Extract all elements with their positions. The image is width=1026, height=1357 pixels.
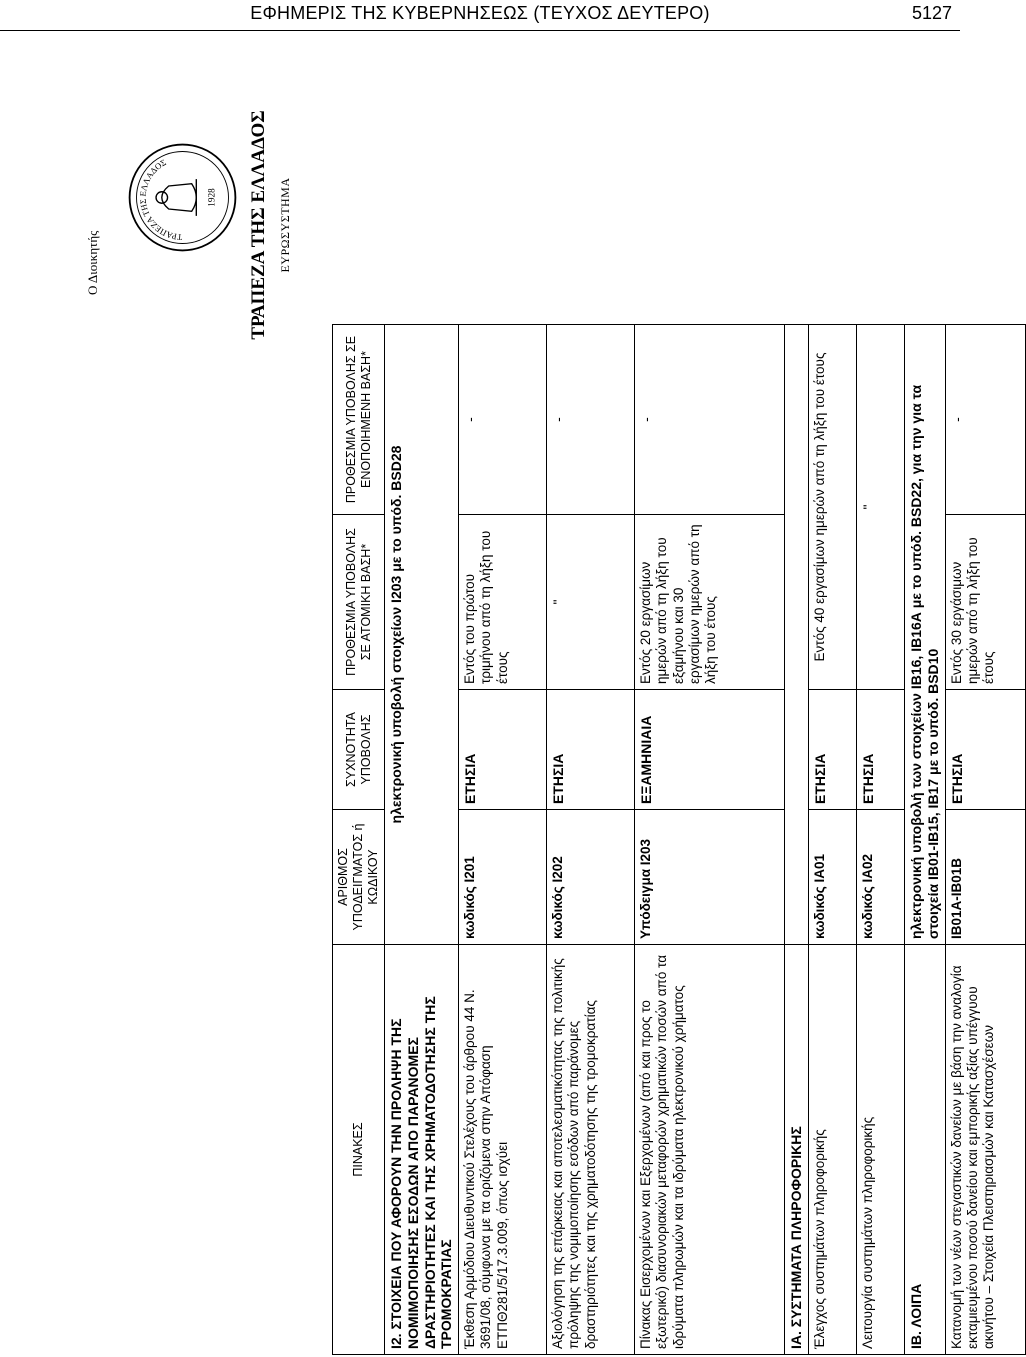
bank-name: ΤΡΑΠΕΖΑ ΤΗΣ ΕΛΛΑΔΟΣ (248, 110, 269, 340)
row-frequency: ΕΤΗΣΙΑ (945, 690, 1025, 810)
row-code: ΙΒ01Α-ΙΒ01Β (945, 810, 1025, 945)
table-row (808, 325, 856, 1355)
table-row (547, 325, 635, 1355)
row-deadline-consolidated: - (459, 325, 547, 515)
row-frequency: ΕΞΑΜΗΝΙΑΙΑ (635, 690, 785, 810)
row-deadline-consolidated: - (945, 325, 1025, 515)
row-description: Έλεγχος συστημάτων πληροφορικής (808, 945, 856, 1355)
table-row (459, 325, 547, 1355)
row-deadline-individual: Εντός του πρώτου τριμήνου από τη λήξη του έτους (459, 515, 547, 690)
row-deadline-consolidated: - (547, 325, 635, 515)
row-deadline-consolidated: - (635, 325, 785, 515)
governor-label: Ο Διοικητής (85, 230, 100, 295)
seal-text: ΤΡΑΠΕΖΑ ΤΗΣ ΕΛΛΑΔΟΣ (137, 157, 183, 243)
col-header-code: ΑΡΙΘΜΟΣ ΥΠΟΔΕΙΓΜΑΤΟΣ ή ΚΩΔΙΚΟΥ (333, 810, 385, 945)
section-row-ia (785, 325, 809, 1355)
col-header-deadline-consolidated: ΠΡΟΘΕΣΜΙΑ ΥΠΟΒΟΛΗΣ ΣΕ ΕΝΟΠΟΙΗΜΕΝΗ ΒΑΣΗ* (333, 325, 385, 515)
row-description: Λειτουργία συστημάτων πληροφορικής (856, 945, 904, 1355)
rotated-page (70, 65, 996, 1355)
row-description: Πίνακας Εισερχομένων και Εξερχομένων (από και προς το εξωτερικό) διασυνοριακών μεταφορών χρηματικών ποσών από τα ιδρύματα πληρωμών και τα ιδρύματα ηλεκτρονικού χρήματος (635, 945, 785, 1355)
row-code: κωδικός ΙΑ01 (808, 810, 856, 945)
section-note-ia (785, 325, 809, 945)
reporting-table (332, 324, 1026, 1355)
row-frequency: ΕΤΗΣΙΑ (856, 690, 904, 810)
row-frequency: ΕΤΗΣΙΑ (459, 690, 547, 810)
row-deadline: " (856, 325, 904, 690)
seal-year: 1928 (206, 188, 217, 207)
page-header (0, 0, 960, 34)
row-code: κωδικός Ι202 (547, 810, 635, 945)
row-code: κωδικός Ι201 (459, 810, 547, 945)
section-note-ib: ηλεκτρονική υποβολή των στοιχείων ΙΒ16, ΙΒ16Α με το υπόδ. BSD22, για την για τα στοιχεία ΙΒ01-ΙΒ15, ΙΒ17 με το υπόδ. BSD10 (904, 325, 945, 945)
row-description: Αξιολόγηση της επάρκειας και αποτελεσματικότητας της πολιτικής πρόληψης της νομιμοποίησης εσόδων από παράνομες δραστηριότητες και της χρηματοδότησης της τρομοκρατίας (547, 945, 635, 1355)
row-code: Υπόδειγμα Ι203 (635, 810, 785, 945)
row-description: Κατανομή των νέων στεγαστικών δανείων με βάση την αναλογία εκταμιευμένου ποσού δανείου και εμπορικής αξίας υπέγγυου ακινήτου – Στοιχεία Πλειστηριασμών και Κατασχέσεων (945, 945, 1025, 1355)
row-frequency: ΕΤΗΣΙΑ (808, 690, 856, 810)
row-description: Έκθεση Αρμόδιου Διευθυντικού Στελέχους του άρθρου 44 Ν. 3691/08, σύμφωνα με τα οριζόμενα στην Απόφαση ΕΤΠΘ281/5/17.3.009, όπως ισχύει (459, 945, 547, 1355)
col-header-frequency: ΣΥΧΝΟΤΗΤΑ ΥΠΟΒΟΛΗΣ (333, 690, 385, 810)
col-header-deadline-individual: ΠΡΟΘΕΣΜΙΑ ΥΠΟΒΟΛΗΣ ΣΕ ΑΤΟΜΙΚΗ ΒΑΣΗ* (333, 515, 385, 690)
header-rule (0, 30, 960, 31)
section-note-i2: ηλεκτρονική υποβολή στοιχείων Ι203 με το υπόδ. BSD28 (385, 325, 459, 945)
row-deadline: Εντός 40 εργασίμων ημερών από τη λήξη του έτους (808, 325, 856, 690)
row-deadline-individual: " (547, 515, 635, 690)
table-row (945, 325, 1025, 1355)
table-row (856, 325, 904, 1355)
section-row-ib (904, 325, 945, 1355)
row-code: κωδικός ΙΑ02 (856, 810, 904, 945)
table-header-row (333, 325, 385, 1355)
section-row-i2 (385, 325, 459, 1355)
section-title-ib: ΙΒ. ΛΟΙΠΑ (904, 945, 945, 1355)
section-title-i2: Ι2. ΣΤΟΙΧΕΙΑ ΠΟΥ ΑΦΟΡΟΥΝ ΤΗΝ ΠΡΟΛΗΨΗ ΤΗΣ ΝΟΜΙΜΟΠΟΙΗΣΗΣ ΕΣΟΔΩΝ ΑΠΟ ΠΑΡΑΝΟΜΕΣ ΔΡΑΣΤΗΡΙΟΤΗΤΕΣ ΚΑΙ ΤΗΣ ΧΡΗΜΑΤΟΔΟΤΗΣΗΣ ΤΗΣ ΤΡΟΜΟΚΡΑΤΙΑΣ (385, 945, 459, 1355)
col-header-tables: ΠΙΝΑΚΕΣ (333, 945, 385, 1355)
bank-seal-icon (125, 140, 240, 255)
section-title-ia: ΙΑ. ΣΥΣΤΗΜΑΤΑ ΠΛΗΡΟΦΟΡΙΚΗΣ (785, 945, 809, 1355)
row-deadline-individual: Εντός 20 εργασίμων ημερών από τη λήξη του εξαμήνου και 30 εργασίμων ημερών από τη λήξη του έτους (635, 515, 785, 690)
row-frequency: ΕΤΗΣΙΑ (547, 690, 635, 810)
page-number: 5127 (911, 3, 952, 23)
row-deadline-individual: Εντός 30 εργάσιμων ημερών από τη λήξη του έτους (945, 515, 1025, 690)
table-row (635, 325, 785, 1355)
eurosystem-label: ΕΥΡΩΣΥΣΤΗΜΑ (278, 177, 292, 273)
gazette-title: ΕΦΗΜΕΡΙΣ ΤΗΣ ΚΥΒΕΡΝΗΣΕΩΣ (ΤΕΥΧΟΣ ΔΕΥΤΕΡΟ) (250, 3, 710, 23)
